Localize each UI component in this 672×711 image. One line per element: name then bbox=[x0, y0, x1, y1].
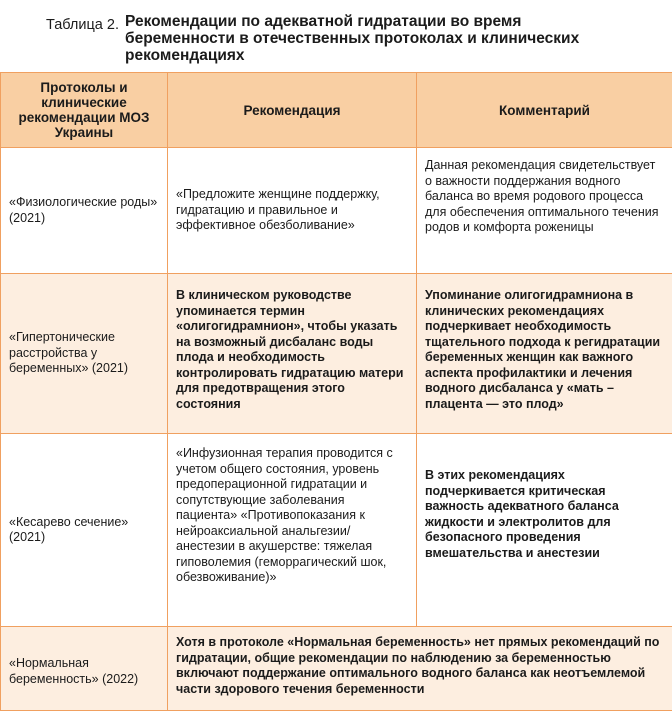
table-row bbox=[1, 274, 672, 434]
table-number: Таблица 2. bbox=[46, 17, 119, 33]
header-comment: Комментарий bbox=[417, 73, 672, 148]
protocol-cell: «Физиологические роды» (2021) bbox=[1, 148, 168, 274]
protocol-cell: «Нормальная беременность» (2022) bbox=[1, 627, 168, 711]
header-recommendation: Рекомендация bbox=[168, 73, 417, 148]
recommendation-cell: Хотя в протоколе «Нормальная беременность» нет прямых рекомендаций по гидратации, общие рекомендации по наблюдению за беременностью включают поддержание оптимального водного баланса как неотъемлемой части здорового течения беременности bbox=[168, 627, 672, 711]
recommendations-table bbox=[0, 72, 672, 711]
table-row bbox=[1, 148, 672, 274]
comment-cell: В этих рекомендациях подчеркивается критическая важность адекватного баланса жидкости и электролитов для безопасного проведения вмешательства и анестезии bbox=[417, 434, 672, 627]
recommendation-cell: «Предложите женщине поддержку, гидратацию и правильное и эффективное обезболивание» bbox=[168, 148, 417, 274]
table-header-row bbox=[1, 73, 672, 148]
recommendation-cell: «Инфузионная терапия проводится с учетом общего состояния, уровень предоперационной гидратации и сопутствующие заболевания пациента» «Противопоказания к нейроаксиальной анальгезии/анестезии в акушерстве: тяжелая гиповолемия (геморрагический шок, обезвоживание)» bbox=[168, 434, 417, 627]
comment-cell: Данная рекомендация свидетельствует о важности поддержания водного баланса во время родового процесса для обеспечения оптимального течения родов и комфорта роженицы bbox=[417, 148, 672, 274]
table-row bbox=[1, 434, 672, 627]
protocol-cell: «Гипертонические расстройства у беременных» (2021) bbox=[1, 274, 168, 434]
recommendation-cell: В клиническом руководстве упоминается термин «олигогидрамнион», чтобы указать на возможный дисбаланс воды плода и необходимость контролировать гидратацию матери для предотвращения этого состояния bbox=[168, 274, 417, 434]
table-row bbox=[1, 627, 672, 711]
comment-cell: Упоминание олигогидрамниона в клинических рекомендациях подчеркивает необходимость тщательного подхода к регидратации беременных женщин как важного аспекта профилактики и лечения водного дисбаланса у «мать –плацента — это плод» bbox=[417, 274, 672, 434]
table-caption bbox=[0, 0, 672, 72]
table-title: Рекомендации по адекватной гидратации во время беременности в отечественных протоколах и клинических рекомендациях bbox=[125, 13, 580, 64]
protocol-cell: «Кесарево сечение» (2021) bbox=[1, 434, 168, 627]
header-protocols: Протоколы и клинические рекомендации МОЗ Украины bbox=[1, 73, 168, 148]
